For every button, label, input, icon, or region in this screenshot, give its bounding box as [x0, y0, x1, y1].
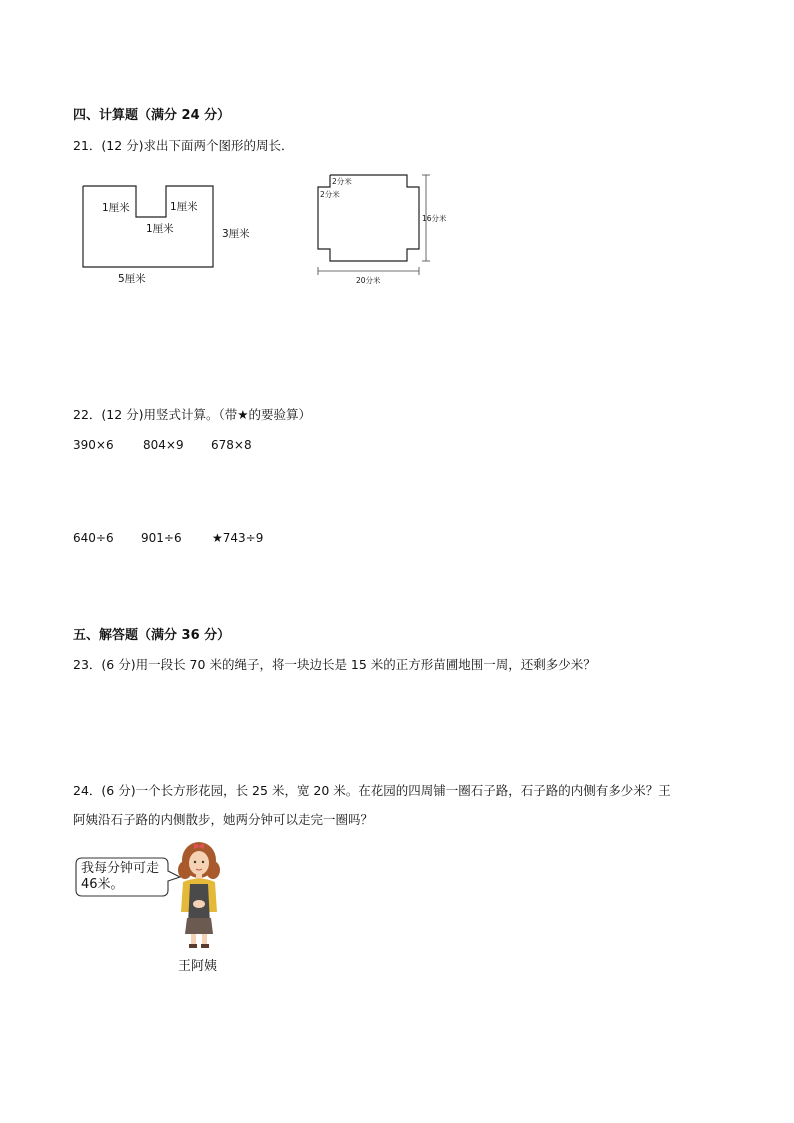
- speech-bubble-line-1: 我每分钟可走: [81, 861, 160, 876]
- section-5-title: 五、解答题（满分 36 分）: [73, 628, 231, 643]
- left-notch-label: 1厘米: [102, 202, 130, 214]
- expression-2: 804×9: [143, 438, 184, 452]
- question-23: 23．(6 分)用一段长 70 米的绳子，将一块边长是 15 米的正方形苗圃地围一周，还剩多少米？: [73, 657, 596, 672]
- height-label: 3厘米: [222, 228, 250, 240]
- expression-3: 678×8: [211, 438, 252, 452]
- figure-cut-corner-square: [310, 168, 470, 293]
- aunt-wang-illustration: [168, 838, 230, 953]
- expression-4: 640÷6: [73, 531, 114, 545]
- expression-6: ★743÷9: [212, 531, 264, 545]
- speech-bubble-line-2: 46米。: [81, 877, 124, 892]
- corner-width-label: 2分米: [332, 177, 352, 186]
- corner-height-label: 2分米: [320, 190, 340, 199]
- width-label: 20分米: [356, 276, 381, 285]
- character-caption: 王阿姨: [178, 959, 218, 974]
- height-label: 16分米: [422, 214, 447, 223]
- question-21: 21．(12 分)求出下面两个图形的周长．: [73, 138, 294, 153]
- question-24-line-1: 24．(6 分)一个长方形花园，长 25 米，宽 20 米。在花园的四周铺一圈石子路，石子路的内侧有多少米？王: [73, 783, 671, 798]
- notch-bottom-label: 1厘米: [146, 223, 174, 235]
- cut-corner-shape: [318, 175, 419, 261]
- width-label: 5厘米: [118, 273, 146, 285]
- expression-1: 390×6: [73, 438, 114, 452]
- section-4-title: 四、计算题（满分 24 分）: [73, 108, 231, 123]
- question-24-line-2: 阿姨沿石子路的内侧散步，她两分钟可以走完一圈吗？: [73, 812, 374, 827]
- speech-bubble-text: [81, 861, 159, 893]
- face-shape: [189, 851, 209, 875]
- expression-5: 901÷6: [141, 531, 182, 545]
- question-22: 22．(12 分)用竖式计算。（带★的要验算）: [73, 407, 311, 422]
- figure-notched-rectangle: [70, 176, 270, 291]
- right-notch-label: 1厘米: [170, 201, 198, 213]
